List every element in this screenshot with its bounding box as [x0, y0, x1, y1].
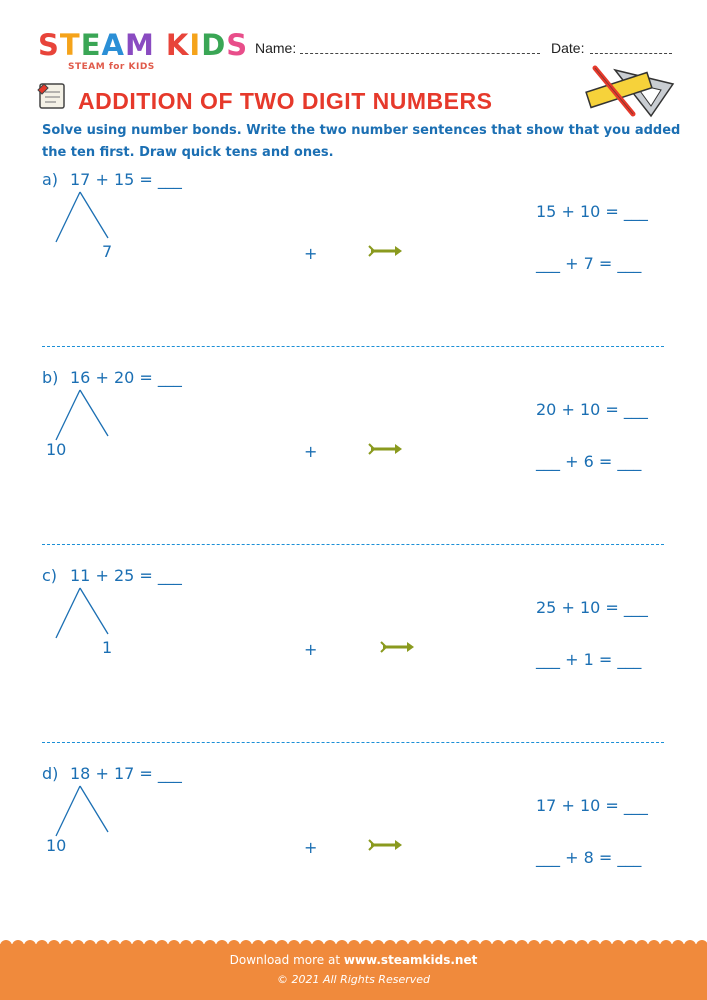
section-divider — [42, 742, 664, 743]
logo-letter: I — [189, 28, 202, 62]
number-bond — [52, 586, 122, 646]
problem-expression: 17 + 15 = ___ — [70, 170, 182, 189]
bond-line-left — [56, 192, 80, 242]
section-divider — [42, 544, 664, 545]
logo-letter — [155, 28, 166, 62]
footer-background — [0, 940, 707, 1000]
bond-line-right — [80, 390, 108, 436]
footer-copyright: © 2021 All Rights Reserved — [276, 973, 430, 986]
bond-line-right — [80, 786, 108, 832]
arrow-right-icon — [367, 244, 403, 258]
logo-letter: E — [80, 28, 102, 62]
logo-letter: M — [124, 28, 155, 62]
problem-label: a) — [42, 170, 59, 189]
footer-site-link[interactable]: www.steamkids.net — [343, 953, 478, 967]
date-field[interactable] — [590, 53, 672, 54]
number-bond — [52, 388, 122, 448]
bond-line-left — [56, 588, 80, 638]
number-bond — [52, 784, 122, 844]
number-sentence-1[interactable]: 15 + 10 = ___ — [536, 202, 648, 221]
instructions: Solve using number bonds. Write the two number sentences that show that you added the ten first. Draw quick tens and ones. — [42, 123, 681, 160]
bond-line-left — [56, 390, 80, 440]
plus-sign: + — [304, 244, 318, 263]
number-sentence-2[interactable]: ___ + 6 = ___ — [536, 452, 642, 471]
arrow-right-icon — [379, 640, 415, 654]
worksheet-title: ADDITION OF TWO DIGIT NUMBERS — [78, 88, 493, 114]
logo-tagline: STEAM for KIDS — [68, 62, 155, 72]
number-sentence-2[interactable]: ___ + 7 = ___ — [536, 254, 642, 273]
plus-sign: + — [304, 442, 318, 461]
ruler-and-pencil-icon — [585, 60, 677, 118]
number-sentence-1[interactable]: 17 + 10 = ___ — [536, 796, 648, 815]
worksheet-icon — [36, 80, 70, 112]
number-sentence-1[interactable]: 20 + 10 = ___ — [536, 400, 648, 419]
logo-letter: K — [165, 28, 190, 62]
problem-label: b) — [42, 368, 59, 387]
number-sentence-2[interactable]: ___ + 8 = ___ — [536, 848, 642, 867]
footer-download-line — [0, 953, 707, 967]
arrow-right-icon — [367, 442, 403, 456]
date-label: Date: — [551, 40, 585, 56]
problem-label: c) — [42, 566, 58, 585]
name-field[interactable] — [300, 53, 540, 54]
number-bond — [52, 190, 122, 250]
logo-wordmark — [38, 28, 249, 62]
bond-part[interactable]: 10 — [46, 440, 67, 459]
logo-letter: S — [226, 28, 249, 62]
number-sentence-1[interactable]: 25 + 10 = ___ — [536, 598, 648, 617]
footer — [0, 940, 707, 1000]
logo-letter: S — [38, 28, 60, 62]
section-divider — [42, 346, 664, 347]
problem-expression: 18 + 17 = ___ — [70, 764, 182, 783]
bond-line-left — [56, 786, 80, 836]
name-label: Name: — [255, 40, 297, 56]
steam-kids-logo — [38, 28, 249, 74]
bond-line-right — [80, 588, 108, 634]
arrow-right-icon — [367, 838, 403, 852]
footer-download-prefix: Download more at — [229, 953, 341, 967]
bond-line-right — [80, 192, 108, 238]
logo-letter: A — [101, 28, 125, 62]
logo-letter: T — [59, 28, 81, 62]
bond-part[interactable]: 7 — [102, 242, 113, 261]
problem-expression: 16 + 20 = ___ — [70, 368, 182, 387]
plus-sign: + — [304, 640, 318, 659]
plus-sign: + — [304, 838, 318, 857]
bond-part[interactable]: 10 — [46, 836, 67, 855]
bond-part[interactable]: 1 — [102, 638, 113, 657]
number-sentence-2[interactable]: ___ + 1 = ___ — [536, 650, 642, 669]
problem-label: d) — [42, 764, 59, 783]
problem-expression: 11 + 25 = ___ — [70, 566, 182, 585]
logo-letter: D — [201, 28, 227, 62]
